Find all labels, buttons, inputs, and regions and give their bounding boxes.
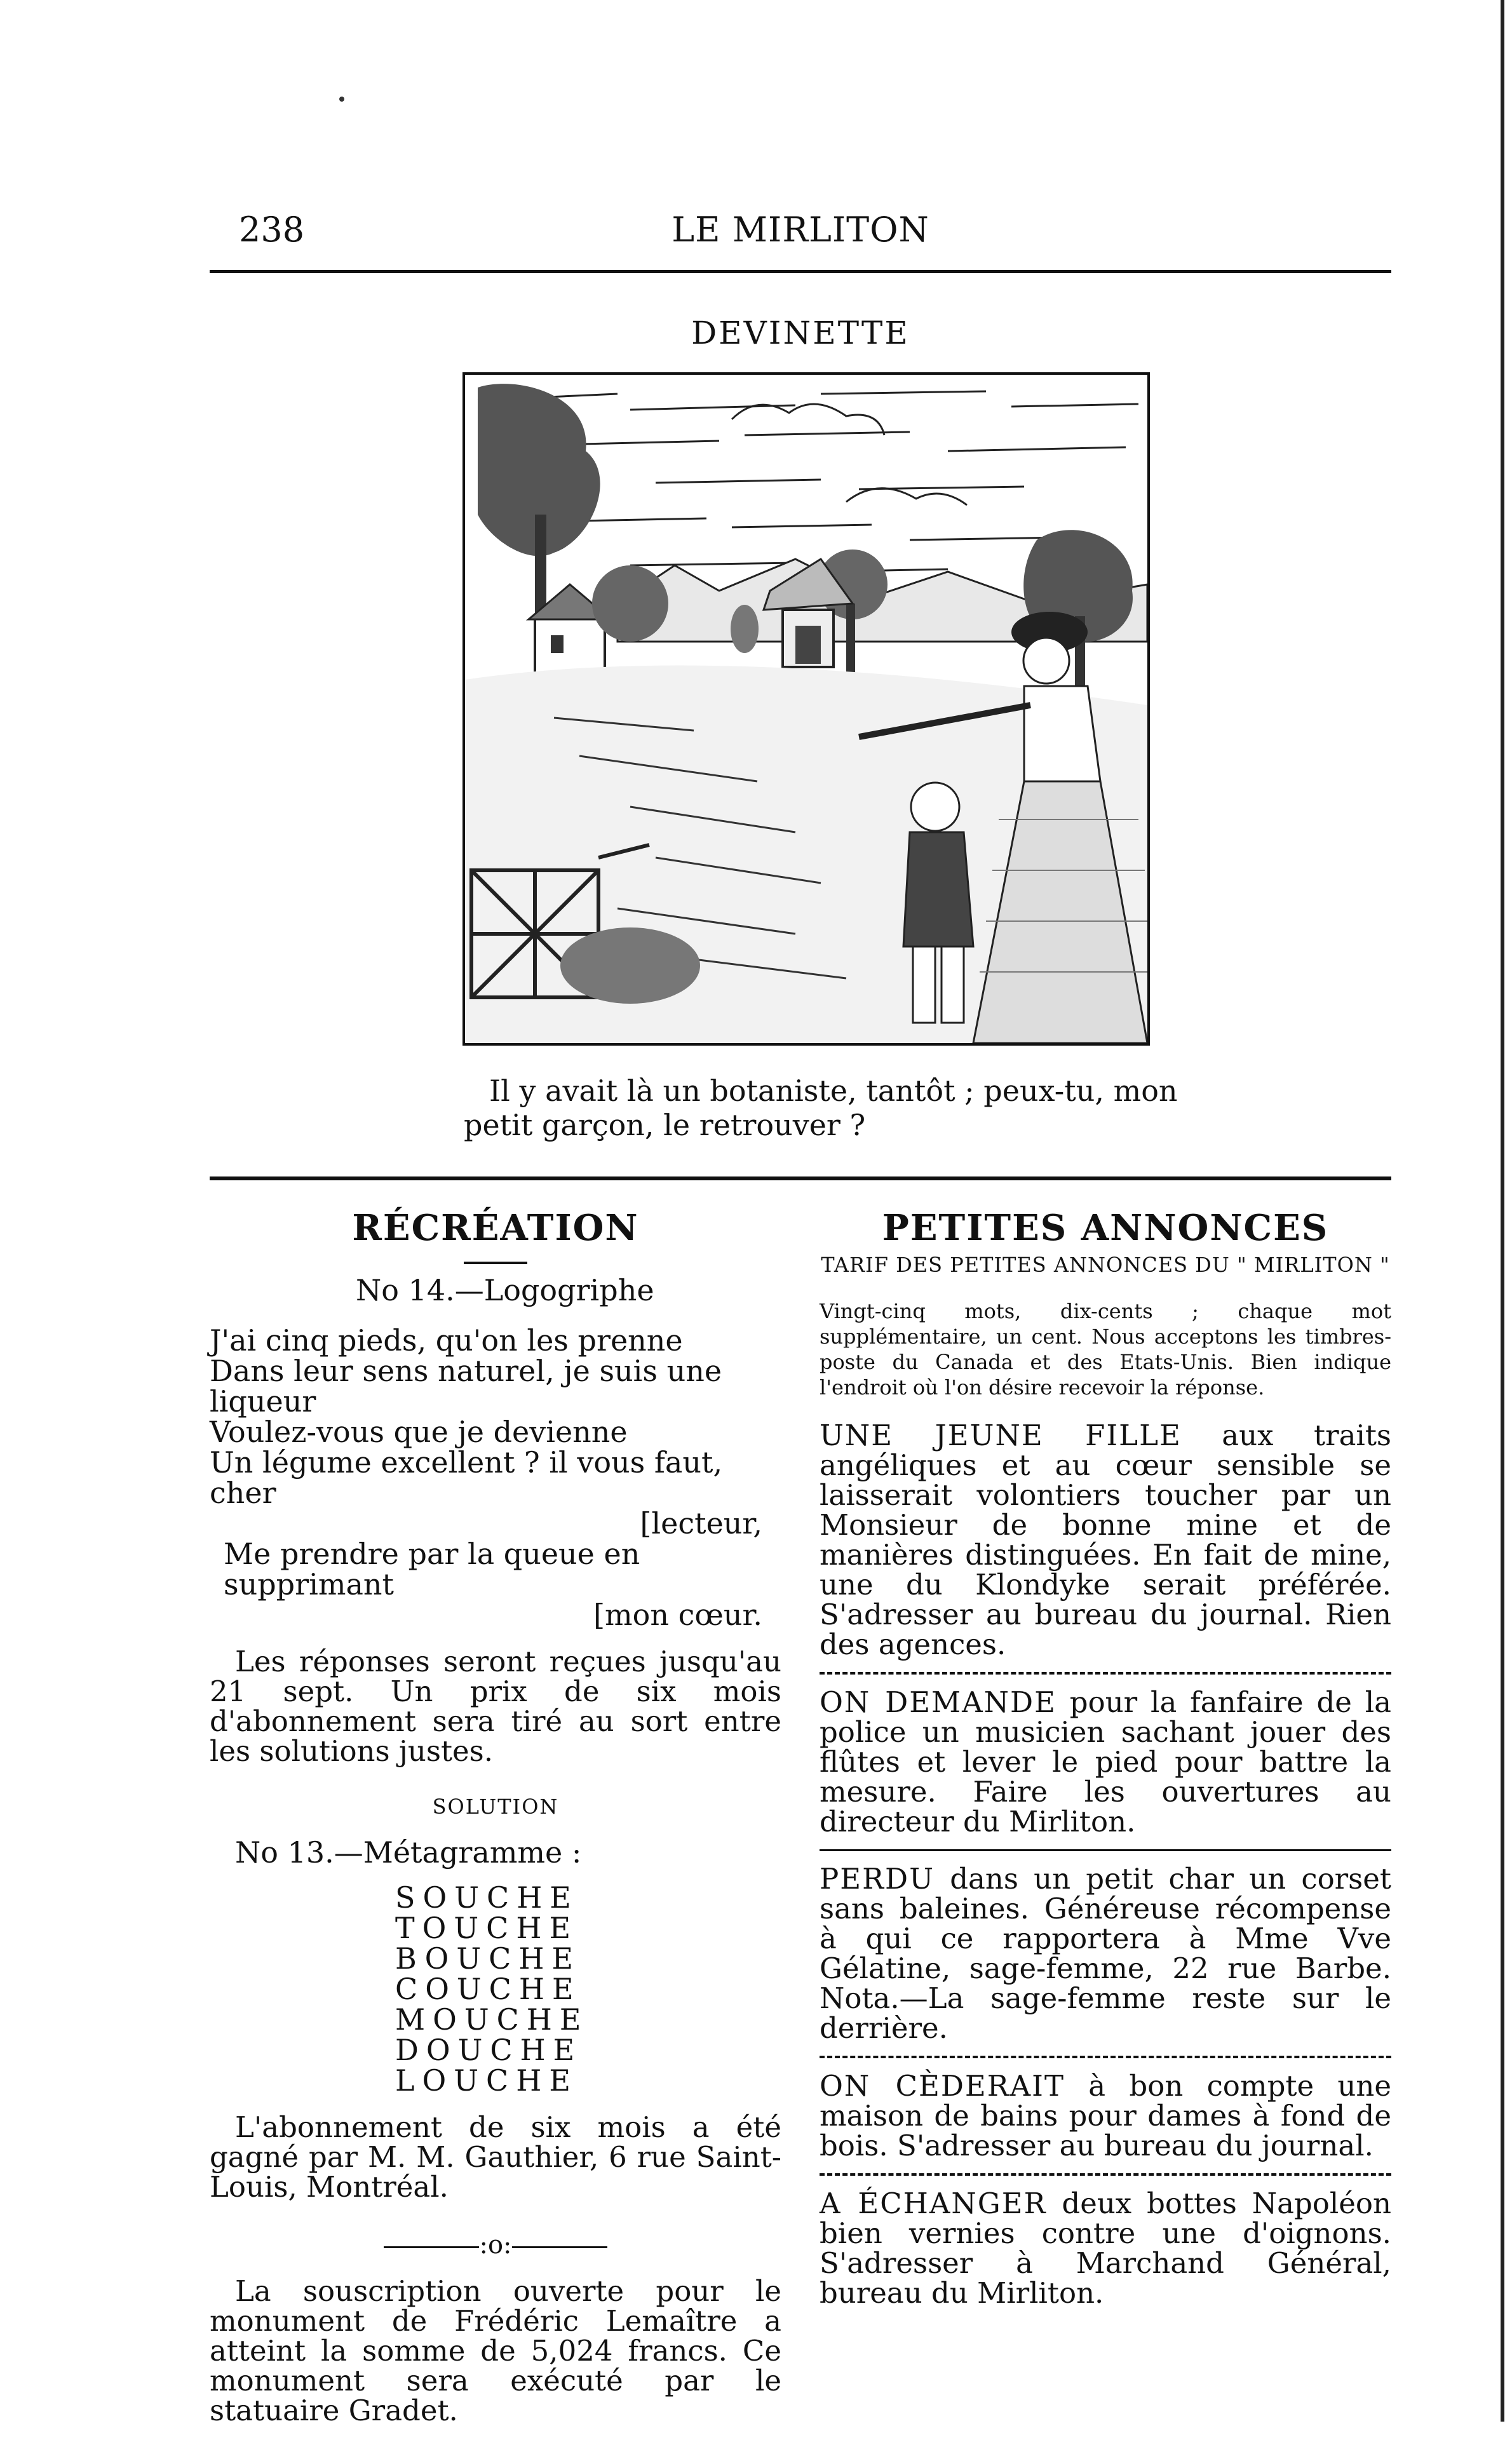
recreation-column xyxy=(210,1207,781,2454)
caption-line-1: Il y avait là un botaniste, tantôt ; peux-tu, mon xyxy=(489,1074,1178,1108)
annonces-title: PETITES ANNONCES xyxy=(882,1207,1329,1249)
poem-line: Voulez-vous que je devienne xyxy=(210,1415,628,1449)
running-title: LE MIRLITON xyxy=(672,210,929,250)
caption-line-2: petit garçon, le retrouver ? xyxy=(464,1108,866,1142)
poem-line: Un légume excellent ? il vous faut, cher xyxy=(210,1445,723,1510)
tarif-text: Vingt-cinq mots, dix-cents ; chaque mot supplémentaire, un cent. Nous acceptons les timbres-poste du Canada et des Etats-Unis. Bien indique l'endroit où l'on désire recevoir la réponse. xyxy=(820,1299,1391,1399)
poem-line: Me prendre par la queue en supprimant xyxy=(224,1537,640,1601)
responses-paragraph: Les réponses seront reçues jusqu'au 21 sept. Un prix de six mois d'abonnement sera tiré au sort entre les solutions justes. xyxy=(210,1645,781,1768)
annonce-lead: ON DEMANDE xyxy=(820,1685,1056,1719)
print-speck xyxy=(339,97,344,102)
annonce-lead: UNE JEUNE FILLE xyxy=(820,1419,1182,1452)
metagram-word: COUCHE xyxy=(395,1972,581,2006)
annonce-demande xyxy=(820,1687,1391,1845)
annonce-lead: PERDU xyxy=(820,1862,935,1896)
annonce-separator xyxy=(820,1672,1391,1675)
annonce-body: deux bottes Napoléon bien vernies contre une d'oignons. S'adresser à Marchand Général, bureau du Mirliton. xyxy=(820,2187,1391,2310)
divider-mark: :o: xyxy=(479,2230,512,2260)
metagram-word: TOUCHE xyxy=(395,1911,579,1945)
annonce-echanger xyxy=(820,2188,1391,2317)
logogriphe-heading: No 14.—Logogriphe xyxy=(356,1273,654,1307)
souscription-paragraph: La souscription ouverte pour le monument de Frédéric Lemaître a atteint la somme de 5,024 francs. Ce monument sera exécuté par le statuaire Gradet. xyxy=(210,2274,781,2427)
ornamental-divider xyxy=(210,2230,781,2260)
tarif-heading: TARIF DES PETITES ANNONCES DU " MIRLITON " xyxy=(821,1253,1390,1277)
annonce-perdu xyxy=(820,1864,1391,2052)
metagram-word: MOUCHE xyxy=(395,2002,589,2037)
annonce-separator xyxy=(820,1849,1391,1851)
metagram-word: LOUCHE xyxy=(395,2063,578,2098)
solution-label: SOLUTION xyxy=(432,1795,559,1819)
annonce-separator xyxy=(820,2056,1391,2058)
annonce-body: aux traits angéliques et au cœur sensible se laisserait volontiers toucher par un Monsieur de bonne mine et de manières distinguées. En fait de mine, une du Klondyke serait préférée. S'adresser au bureau du journal. Rien des agences. xyxy=(820,1419,1391,1661)
divider-dash xyxy=(512,2246,607,2248)
devinette-caption xyxy=(464,1074,1188,1142)
annonce-lead: ON CÈDERAIT xyxy=(820,2069,1065,2103)
devinette-illustration xyxy=(462,372,1150,1046)
annonce-body: à bon compte une maison de bains pour dames à fond de bois. S'adresser au bureau du journal. xyxy=(820,2069,1392,2162)
winner-paragraph: L'abonnement de six mois a été gagné par M. M. Gauthier, 6 rue Saint-Louis, Montréal. xyxy=(210,2110,781,2204)
annonce-body: pour la fanfaire de la police un musicien sachant jouer des flûtes et lever le pied pour battre la mesure. Faire les ouvertures au directeur du Mirliton. xyxy=(820,1685,1391,1838)
poem-line: Dans leur sens naturel, je suis une liqueur xyxy=(210,1354,722,1419)
annonce-body: dans un petit char un corset sans baleines. Généreuse récompense à qui ce rapportera à Mme Vve Gélatine, sage-femme, 22 rue Barbe. Nota.—La sage-femme reste sur le derrière. xyxy=(820,1862,1391,2045)
metagram-word: DOUCHE xyxy=(395,2033,583,2067)
divider-dash xyxy=(384,2246,479,2248)
header-rule xyxy=(210,270,1391,273)
page-header xyxy=(210,210,1391,260)
annonce-lead: A ÉCHANGER xyxy=(820,2187,1047,2220)
title-underline xyxy=(464,1262,527,1264)
metagram-word: SOUCHE xyxy=(395,1880,579,1915)
poem-line: [lecteur, xyxy=(640,1506,762,1540)
recreation-title: RÉCRÉATION xyxy=(352,1207,639,1249)
page-edge-line xyxy=(1501,0,1504,2422)
metagramme-list xyxy=(395,1882,781,2096)
poem-line: J'ai cinq pieds, qu'on les prenne xyxy=(210,1323,683,1358)
annonce-cederait xyxy=(820,2071,1391,2169)
poem-line: [mon cœur. xyxy=(593,1598,762,1632)
annonce-jeune-fille xyxy=(820,1420,1391,1668)
metagram-word: BOUCHE xyxy=(395,1941,581,1976)
page-number: 238 xyxy=(239,210,305,250)
logogriphe-poem xyxy=(210,1325,781,1630)
devinette-title: DEVINETTE xyxy=(691,314,910,351)
section-rule xyxy=(210,1176,1391,1180)
metagramme-heading: No 13.—Métagramme : xyxy=(235,1835,582,1870)
annonces-column xyxy=(820,1207,1391,2317)
annonce-separator xyxy=(820,2173,1391,2176)
